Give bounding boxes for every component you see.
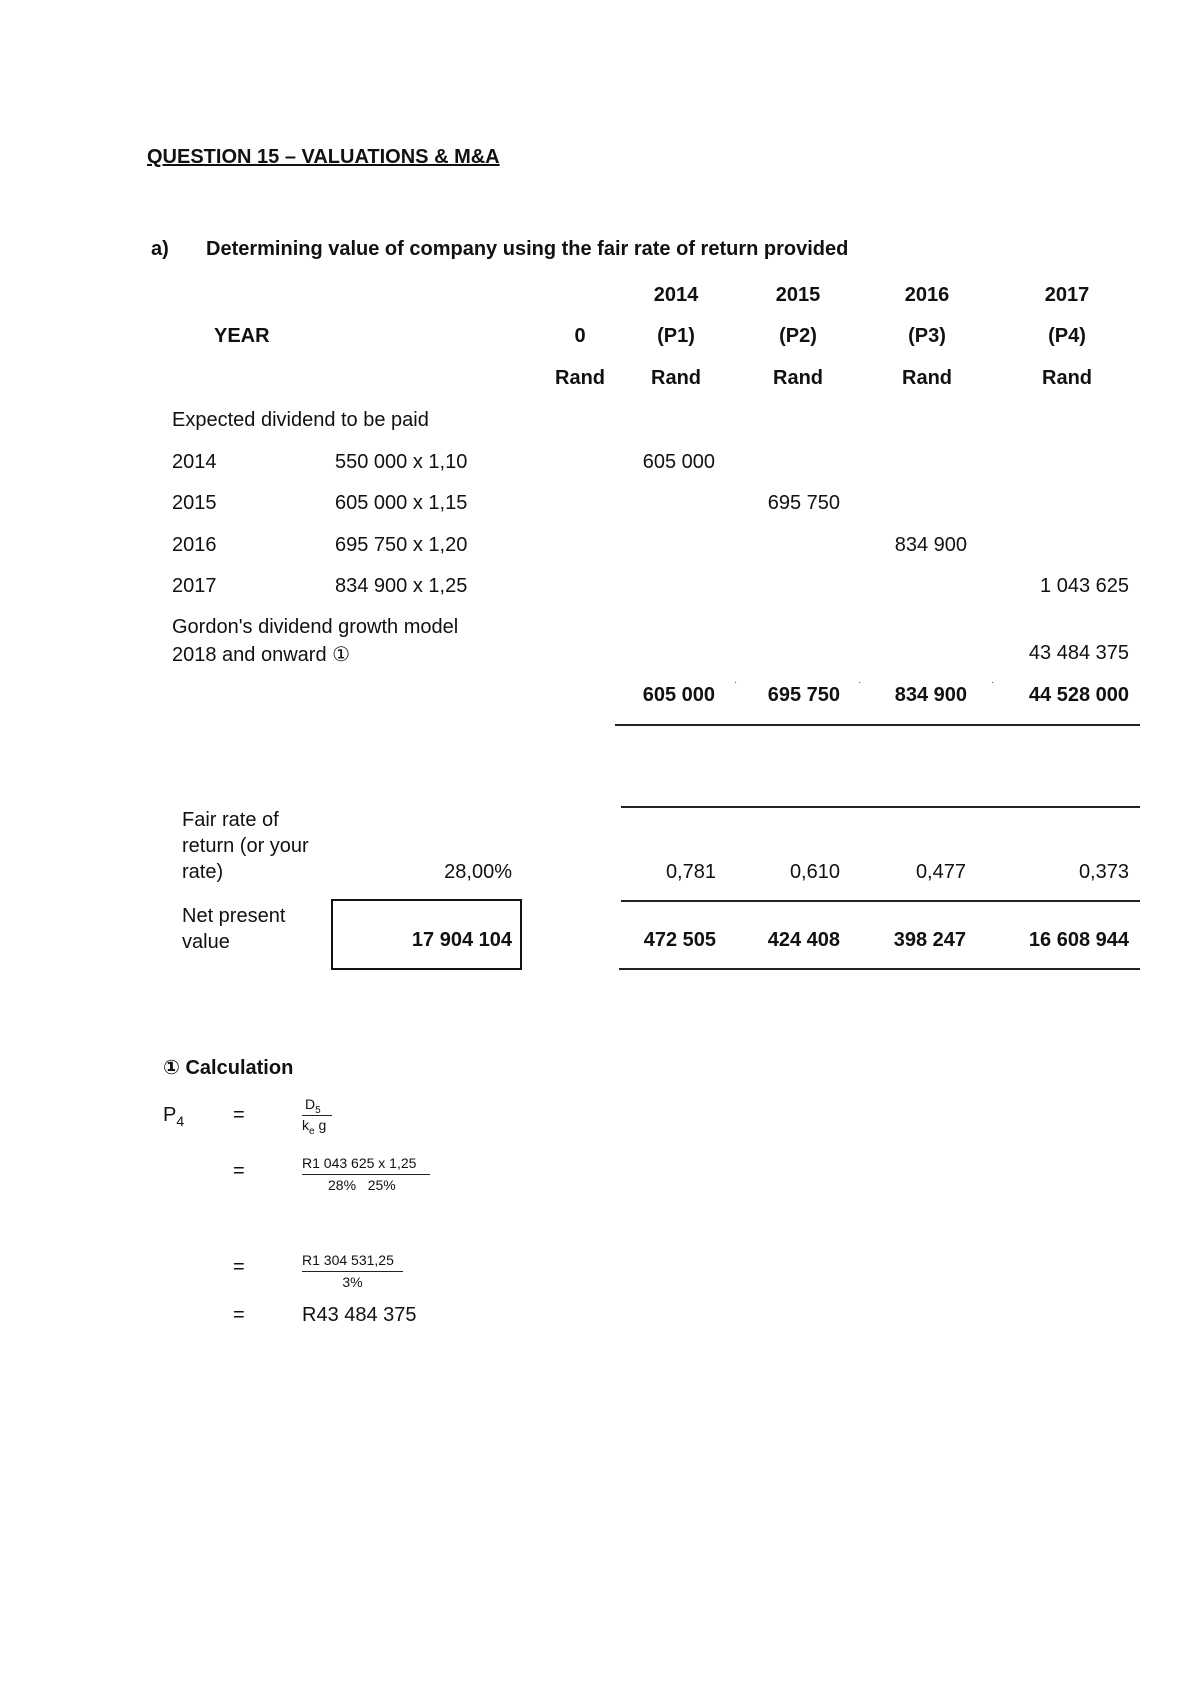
gordon-value: 43 484 375	[1028, 642, 1129, 664]
discount-factor-p2: 0,610	[789, 861, 840, 883]
d-symbol: D	[305, 1096, 316, 1112]
npv-p3: 398 247	[893, 929, 966, 951]
k-subscript: e	[309, 1125, 315, 1137]
total-p3: 834 900	[894, 684, 967, 706]
step2-numerator: R1 043 625 x 1,25	[302, 1155, 417, 1171]
dividend-row-year: 2017	[172, 575, 217, 597]
unit-2: Rand	[773, 367, 823, 389]
header-year-2016: 2016	[904, 284, 950, 306]
dividend-row-calc: 695 750 x 1,20	[335, 534, 468, 556]
npv-p2: 424 408	[767, 929, 840, 951]
dividend-section-label: Expected dividend to be paid	[172, 409, 429, 431]
total-p2: 695 750	[767, 684, 840, 706]
discount-top-rule	[621, 806, 1140, 808]
g-symbol: g	[314, 1117, 327, 1133]
total-p4: 44 528 000	[1028, 684, 1129, 706]
p4-symbol: P	[163, 1104, 177, 1126]
dividend-row-year: 2014	[172, 451, 217, 473]
fair-rate-label-line1: Fair rate of	[182, 809, 279, 831]
header-year-2017: 2017	[1044, 284, 1090, 306]
page-title: QUESTION 15 – VALUATIONS & M&A	[147, 146, 500, 168]
fair-rate-label-line3: rate)	[182, 861, 224, 883]
step2-denominator: 28% 25%	[328, 1177, 396, 1193]
npv-label-line2: value	[182, 931, 230, 953]
year-label: YEAR	[214, 325, 270, 347]
equals-3: =	[233, 1256, 245, 1278]
unit-0: Rand	[555, 367, 605, 389]
step1-fraction-bar	[302, 1115, 332, 1116]
gordon-label-line2: 2018 and onward ①	[172, 644, 351, 666]
period-p3: (P3)	[908, 325, 946, 347]
discount-factor-p4: 0,373	[1078, 861, 1129, 883]
header-year-2014: 2014	[653, 284, 699, 306]
step3-denominator: 3%	[342, 1274, 363, 1290]
npv-p4: 16 608 944	[1028, 929, 1129, 951]
totals-underline	[615, 724, 1140, 726]
period-0: 0	[574, 325, 586, 347]
period-p2: (P2)	[779, 325, 817, 347]
step3-numerator: R1 304 531,25	[302, 1252, 394, 1268]
step3-fraction-bar	[302, 1271, 403, 1272]
dividend-row-value-p3: 834 900	[894, 534, 967, 556]
discount-factor-p3: 0,477	[915, 861, 966, 883]
dividend-row-value-p2: 695 750	[767, 492, 840, 514]
equals-4: =	[233, 1304, 245, 1326]
npv-p1: 472 505	[643, 929, 716, 951]
unit-4: Rand	[1042, 367, 1092, 389]
dividend-row-year: 2016	[172, 534, 217, 556]
npv-label-line1: Net present	[182, 905, 286, 927]
discount-factor-p1: 0,781	[665, 861, 716, 883]
d-subscript: 5	[315, 1104, 321, 1116]
stray-dot: ·	[734, 677, 738, 688]
step2-fraction-bar	[302, 1174, 430, 1175]
step1-numerator	[305, 1096, 321, 1116]
unit-3: Rand	[902, 367, 952, 389]
dividend-row-calc: 550 000 x 1,10	[335, 451, 468, 473]
fair-rate-value: 28,00%	[444, 861, 512, 883]
npv-underline	[619, 968, 1140, 970]
dividend-row-value-p4: 1 043 625	[1040, 575, 1129, 597]
gordon-label-line1: Gordon's dividend growth model	[172, 616, 459, 638]
period-p1: (P1)	[657, 325, 695, 347]
part-heading: Determining value of company using the fair rate of return provided	[206, 238, 849, 260]
unit-1: Rand	[651, 367, 701, 389]
factors-underline	[621, 900, 1140, 902]
part-letter: a)	[151, 238, 169, 260]
stray-dot: ·	[858, 677, 862, 688]
calculation-result: R43 484 375	[302, 1304, 417, 1326]
calculation-heading: ① Calculation	[163, 1057, 294, 1079]
k-symbol: k	[302, 1117, 309, 1133]
p4-label	[163, 1104, 184, 1129]
period-p4: (P4)	[1048, 325, 1086, 347]
stray-dot: ·	[991, 677, 995, 688]
npv-total-value: 17 904 104	[411, 929, 512, 951]
fair-rate-label-line2: return (or your	[182, 835, 309, 857]
equals-1: =	[233, 1104, 245, 1126]
dividend-row-calc: 834 900 x 1,25	[335, 575, 468, 597]
dividend-row-value-p1: 605 000	[642, 451, 715, 473]
total-p1: 605 000	[642, 684, 715, 706]
step1-denominator	[302, 1117, 326, 1137]
header-year-2015: 2015	[775, 284, 821, 306]
dividend-row-year: 2015	[172, 492, 217, 514]
p4-subscript: 4	[176, 1113, 185, 1129]
equals-2: =	[233, 1160, 245, 1182]
dividend-row-calc: 605 000 x 1,15	[335, 492, 468, 514]
